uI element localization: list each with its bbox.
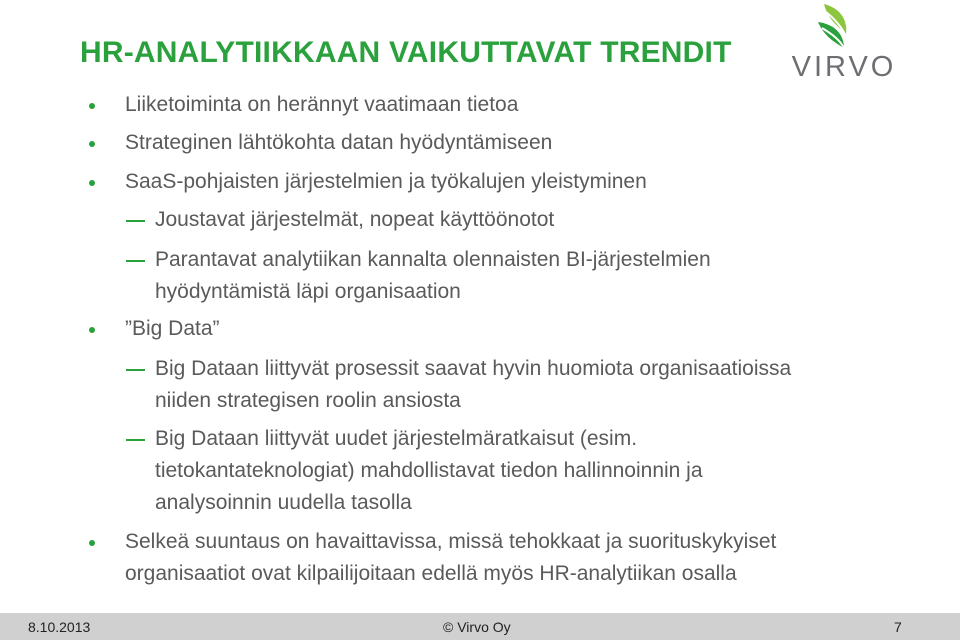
sub-big-data-solutions-line2: tietokantateknologiat) mahdollistavat tiedon hallinnoinnin ja — [155, 459, 703, 482]
sub-bi-systems-line2: hyödyntämistä läpi organisaation — [155, 280, 461, 303]
sub-bi-systems-line1: Parantavat analytiikan kannalta olennaisten BI-järjestelmien — [155, 248, 711, 271]
sub-big-data-solutions-line3: analysoinnin uudella tasolla — [155, 491, 412, 514]
bullet-big-data: ”Big Data” — [125, 317, 220, 340]
sub-flexible-systems: Joustavat järjestelmät, nopeat käyttöönotot — [155, 208, 555, 231]
footer-date: 8.10.2013 — [28, 619, 91, 635]
sub-bullet-dash — [126, 260, 145, 262]
slide-title: HR-ANALYTIIKKAAN VAIKUTTAVAT TRENDIT — [80, 36, 732, 69]
bullet-saas-systems: SaaS-pohjaisten järjestelmien ja työkalujen yleistyminen — [125, 170, 647, 193]
sub-big-data-solutions-line1: Big Dataan liittyvät uudet järjestelmäratkaisut (esim. — [155, 427, 638, 450]
bullet-marker — [89, 141, 95, 147]
bullet-marker — [89, 180, 95, 186]
bullet-marker — [89, 540, 95, 546]
bullet-clear-trend-line2: organisaatiot ovat kilpailijoitaan edellä myös HR-analytiikan osalla — [125, 562, 737, 585]
sub-big-data-processes-line1: Big Dataan liittyvät prosessit saavat hyvin huomiota organisaatioissa — [155, 357, 792, 380]
virvo-logo — [778, 2, 910, 80]
virvo-leaf-icon — [778, 2, 910, 80]
bullet-strategic-data-use: Strateginen lähtökohta datan hyödyntämiseen — [125, 131, 553, 154]
bullet-marker — [89, 103, 95, 109]
bullet-marker — [89, 327, 95, 333]
slide-footer — [0, 613, 960, 640]
sub-bullet-dash — [126, 439, 145, 441]
sub-big-data-processes-line2: niiden strategisen roolin ansiosta — [155, 389, 461, 412]
logo-wordmark: VIRVO — [791, 51, 897, 80]
footer-page-number: 7 — [894, 619, 902, 635]
bullet-clear-trend-line1: Selkeä suuntaus on havaittavissa, missä tehokkaat ja suorituskykyiset — [125, 530, 777, 553]
footer-copyright: © Virvo Oy — [443, 619, 511, 635]
sub-bullet-dash — [126, 220, 145, 222]
bullet-business-demands-data: Liiketoiminta on herännyt vaatimaan tietoa — [125, 93, 519, 116]
sub-bullet-dash — [126, 369, 145, 371]
